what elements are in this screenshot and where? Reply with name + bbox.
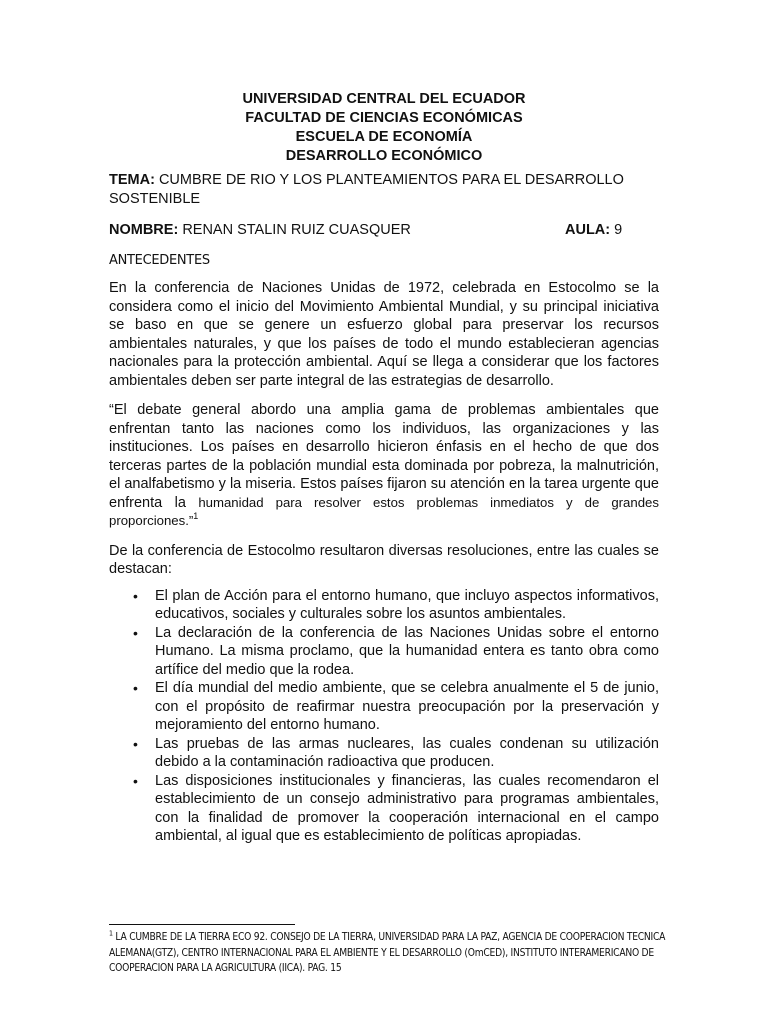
footnote [109,930,669,977]
classroom-value: 9 [614,222,623,238]
name-label: NOMBRE: [109,222,179,238]
list-item [109,624,659,680]
resolutions-list [109,587,659,846]
footnote-number: 1 [109,929,113,938]
bullet-icon: • [133,624,138,641]
list-item [109,735,659,772]
list-item [109,679,659,735]
classroom-label: AULA: [565,222,611,238]
paragraph-resolutions-intro: De la conferencia de Estocolmo resultaron diversas resoluciones, entre las cuales se destacan: [109,542,659,577]
classroom-field [565,221,659,240]
quote-text-end: humanidad para resolver estos problemas inmediatos y de grandes proporciones.” [109,494,659,528]
topic-line [109,171,659,208]
document-body [109,171,659,846]
bullet-icon: • [133,735,138,752]
list-item-text: El plan de Acción para el entorno humano, que incluyo aspectos informativos, educativos, sociales y culturales sobre los asuntos ambientales. [155,587,659,622]
school-name: ESCUELA DE ECONOMÍA [295,129,473,145]
list-item-text: La declaración de la conferencia de las Naciones Unidas sobre el entorno Humano. La misma proclamo, que la humanidad entera es tanto obra como artífice del medio que la rodea. [155,624,659,678]
list-item-text: El día mundial del medio ambiente, que se celebra anualmente el 5 de junio, con el propósito de reafirmar nuestra preocupación por la preservación y mejoramiento del entorno humano. [155,680,659,733]
quote-paragraph [109,401,659,531]
list-item-text: Las disposiciones institucionales y financieras, las cuales recomendaron el establecimiento de un consejo administrativo para programas ambientales, con la finalidad de promover la cooperación internacional en el campo ambiental, al igual que es establecimiento de políticas apropiadas. [155,772,659,844]
bullet-icon: • [133,772,138,789]
document-header [0,90,768,166]
topic-label: TEMA: [109,172,155,188]
university-name: UNIVERSIDAD CENTRAL DEL ECUADOR [242,91,526,107]
section-heading: ANTECEDENTES [109,252,210,268]
bullet-icon: • [133,680,138,696]
paragraph-background: En la conferencia de Naciones Unidas de 1972, celebrada en Estocolmo se la considera como el inicio del Movimiento Ambiental Mundial, y su principal iniciativa se baso en que se genere un esfuerzo global para preservar los recursos ambientales naturales, y que los países de todo el mundo establecieran agencias nacionales para la protección ambiental. Aquí se llega a considerar que los factores ambientales deben ser parte integral de las estrategias de desarrollo. [109,280,659,389]
name-value: RENAN STALIN RUIZ CUASQUER [182,222,411,238]
name-field [109,221,411,240]
bullet-icon: • [133,587,138,604]
faculty-name: FACULTAD DE CIENCIAS ECONÓMICAS [245,110,523,126]
list-item [109,587,659,624]
footnote-text: LA CUMBRE DE LA TIERRA ECO 92. CONSEJO DE LA TIERRA, UNIVERSIDAD PARA LA PAZ, AGENCIA DE COOPERACION TECNICA ALEMANA(GTZ), CENTRO INTERNACIONAL PARA EL AMBIENTE Y EL DESARROLLO (OmCED), INSTITUTO INTERAMERICANO DE COOPERACION PARA LA AGRICULTURA (IICA). PAG. 15 [109,932,666,974]
list-item [109,772,659,846]
name-row [109,221,659,240]
quote-text: “El debate general abordo una amplia gama de problemas ambientales que enfrentan tanto las naciones como los individuos, las organizaciones y las instituciones. Los países en desarrollo hicieron énfasis en el hecho de que dos terceras partes de la población mundial esta dominada por pobreza, la malnutrición, el analfabetismo y la miseria. Estos países fijaron su atención en la tarea urgente que enfrenta la [109,402,659,511]
list-item-text: Las pruebas de las armas nucleares, las cuales condenan su utilización debido a la contaminación radioactiva que producen. [155,735,659,770]
footnote-reference[interactable]: 1 [193,511,199,522]
footnote-separator [109,924,295,925]
topic-value: CUMBRE DE RIO Y LOS PLANTEAMIENTOS PARA EL DESARROLLO SOSTENIBLE [109,172,624,207]
course-name: DESARROLLO ECONÓMICO [285,148,483,164]
